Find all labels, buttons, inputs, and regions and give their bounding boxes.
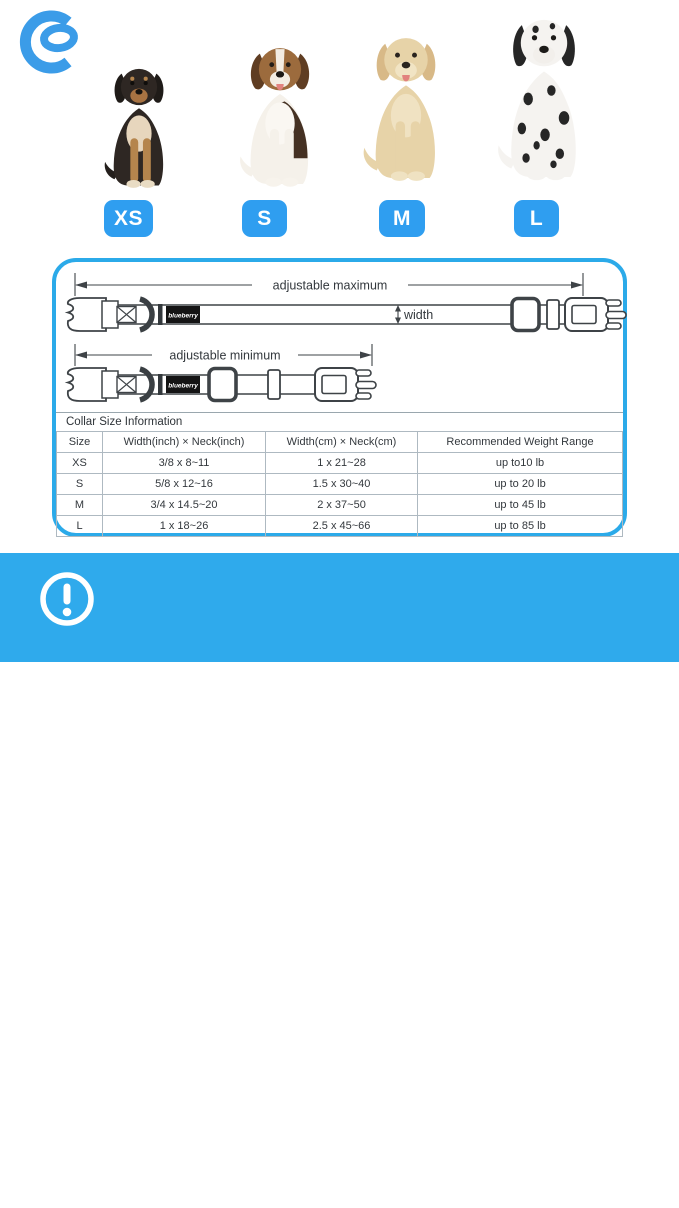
table-row-m: M 3/4 x 14.5~20 2 x 37~50 up to 45 lb	[57, 495, 623, 516]
tips-banner	[0, 553, 679, 1205]
tips-text: Tips: Measure the circumference of pet's neck. It should be snug enough to fit 2 fingers between dog's neck and their collar.	[108, 1127, 660, 1205]
brand-tag-text: blueberry	[168, 382, 198, 390]
table-title: Collar Size Information	[66, 416, 183, 428]
alert-exclamation-icon	[38, 570, 96, 628]
buckle-male-outline	[68, 298, 106, 331]
dog-l-dalmatian	[486, 5, 602, 195]
size-badge-s: S	[242, 200, 287, 237]
col-header-size: Size	[57, 432, 103, 453]
col-header-width-neck-inch: Width(inch) × Neck(inch)	[103, 432, 266, 453]
width-label: width	[404, 308, 434, 322]
brand-e-swirl-logo	[18, 6, 90, 78]
collar-diagram-adjustable-maximum	[60, 267, 620, 342]
adjustable-maximum-label: adjustable maximum	[272, 278, 388, 293]
collar-size-table	[56, 431, 623, 537]
size-diagram-panel	[52, 258, 627, 537]
dog-m-golden-retriever	[354, 23, 458, 195]
slide-adjuster	[209, 369, 236, 401]
brand-tag-text: blueberry	[168, 312, 198, 320]
collar-size-table-section	[56, 412, 623, 533]
table-header-row	[57, 432, 623, 453]
dog-xs-black-tan-puppy	[92, 61, 186, 195]
buckle-male-outline	[68, 368, 106, 401]
adjustable-minimum-label: adjustable minimum	[169, 348, 281, 363]
col-header-weight-range: Recommended Weight Range	[418, 432, 623, 453]
size-badge-xs: XS	[104, 200, 153, 237]
dog-s-beagle	[224, 39, 336, 195]
table-row-xs: XS 3/8 x 8~11 1 x 21~28 up to10 lb	[57, 453, 623, 474]
collar-diagram-adjustable-minimum	[60, 342, 620, 414]
col-header-width-neck-cm: Width(cm) × Neck(cm)	[266, 432, 418, 453]
table-row-s: S 5/8 x 12~16 1.5 x 30~40 up to 20 lb	[57, 474, 623, 495]
slide-adjuster	[512, 299, 539, 331]
table-row-l: L 1 x 18~26 2.5 x 45~66 up to 85 lb	[57, 516, 623, 537]
size-badge-m: M	[379, 200, 425, 237]
size-badge-l: L	[514, 200, 559, 237]
